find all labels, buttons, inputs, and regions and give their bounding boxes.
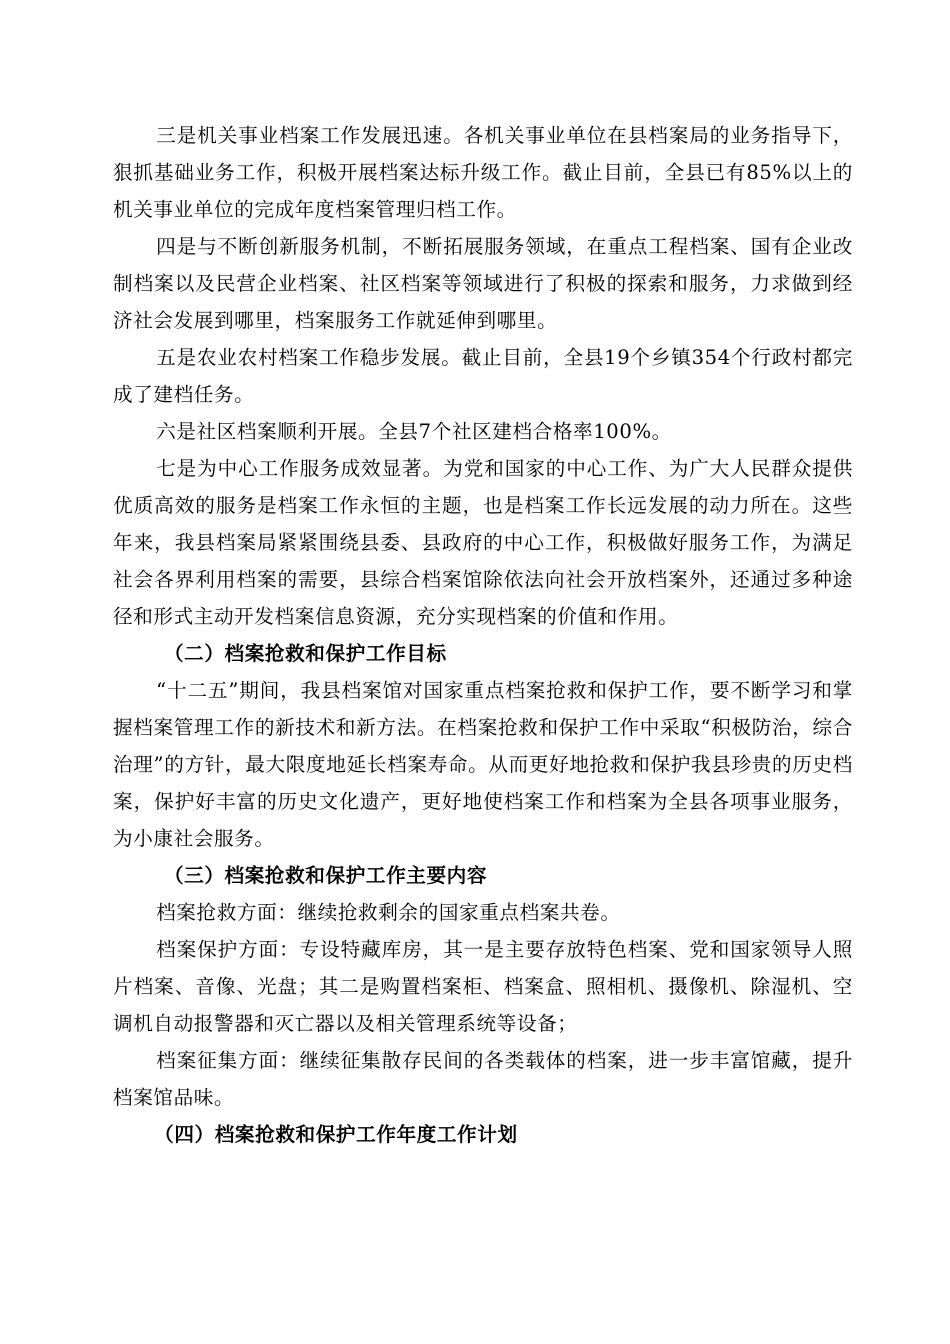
section-heading-goals: （二）档案抢救和保护工作目标 xyxy=(163,642,447,665)
paragraph-institution-archives: 三是机关事业档案工作发展迅速。各机关事业单位在县档案局的业务指导下，狠抓基础业务工作，积极开展档案达标升级工作。截止目前，全县已有85%以上的机关事业单位的完成年度档案管理归档工作。 xyxy=(113,124,853,221)
section-heading-annual-plan: （四）档案抢救和保护工作年度工作计划 xyxy=(154,1123,518,1146)
paragraph-central-work-service: 七是为中心工作服务成效显著。为党和国家的中心工作、为广大人民群众提供优质高效的服务是档案工作永恒的主题，也是档案工作长远发展的动力所在。这些年来，我县档案局紧紧围绕县委、县政府的中心工作，积极做好服务工作，为满足社会各界利用档案的需要，县综合档案馆除依法向社会开放档案外，还通过多种途径和形式主动开发档案信息资源，充分实现档案的价值和作用。 xyxy=(113,457,853,628)
paragraph-collection: 档案征集方面：继续征集散存民间的各类载体的档案，进一步丰富馆藏，提升档案馆品味。 xyxy=(113,1049,853,1109)
paragraph-protection: 档案保护方面：专设特藏库房，其一是主要存放特色档案、党和国家领导人照片档案、音像、光盘；其二是购置档案柜、档案盒、照相机、摄像机、除湿机、空调机自动报警器和灭亡器以及相关管理系统等设备； xyxy=(113,938,853,1035)
paragraph-goals: “十二五”期间，我县档案馆对国家重点档案抢救和保护工作，要不断学习和掌握档案管理工作的新技术和新方法。在档案抢救和保护工作中采取“积极防治，综合治理”的方针，最大限度地延长档案寿命。从而更好地抢救和保护我县珍贵的历史档案，保护好丰富的历史文化遗产，更好地使档案工作和档案为全县各项事业服务，为小康社会服务。 xyxy=(113,679,853,850)
paragraph-rural-archives: 五是农业农村档案工作稳步发展。截止目前，全县19个乡镇354个行政村都完成了建档任务。 xyxy=(113,346,853,406)
section-heading-main-content: （三）档案抢救和保护工作主要内容 xyxy=(163,864,488,887)
paragraph-service-mechanism: 四是与不断创新服务机制，不断拓展服务领域，在重点工程档案、国有企业改制档案以及民营企业档案、社区档案等领域进行了积极的探索和服务，力求做到经济社会发展到哪里，档案服务工作就延伸到哪里。 xyxy=(113,235,853,332)
paragraph-rescue: 档案抢救方面：继续抢救剩余的国家重点档案共卷。 xyxy=(156,901,621,924)
document-body xyxy=(113,117,853,1153)
paragraph-community-archives: 六是社区档案顺利开展。全县7个社区建档合格率100%。 xyxy=(156,420,672,443)
